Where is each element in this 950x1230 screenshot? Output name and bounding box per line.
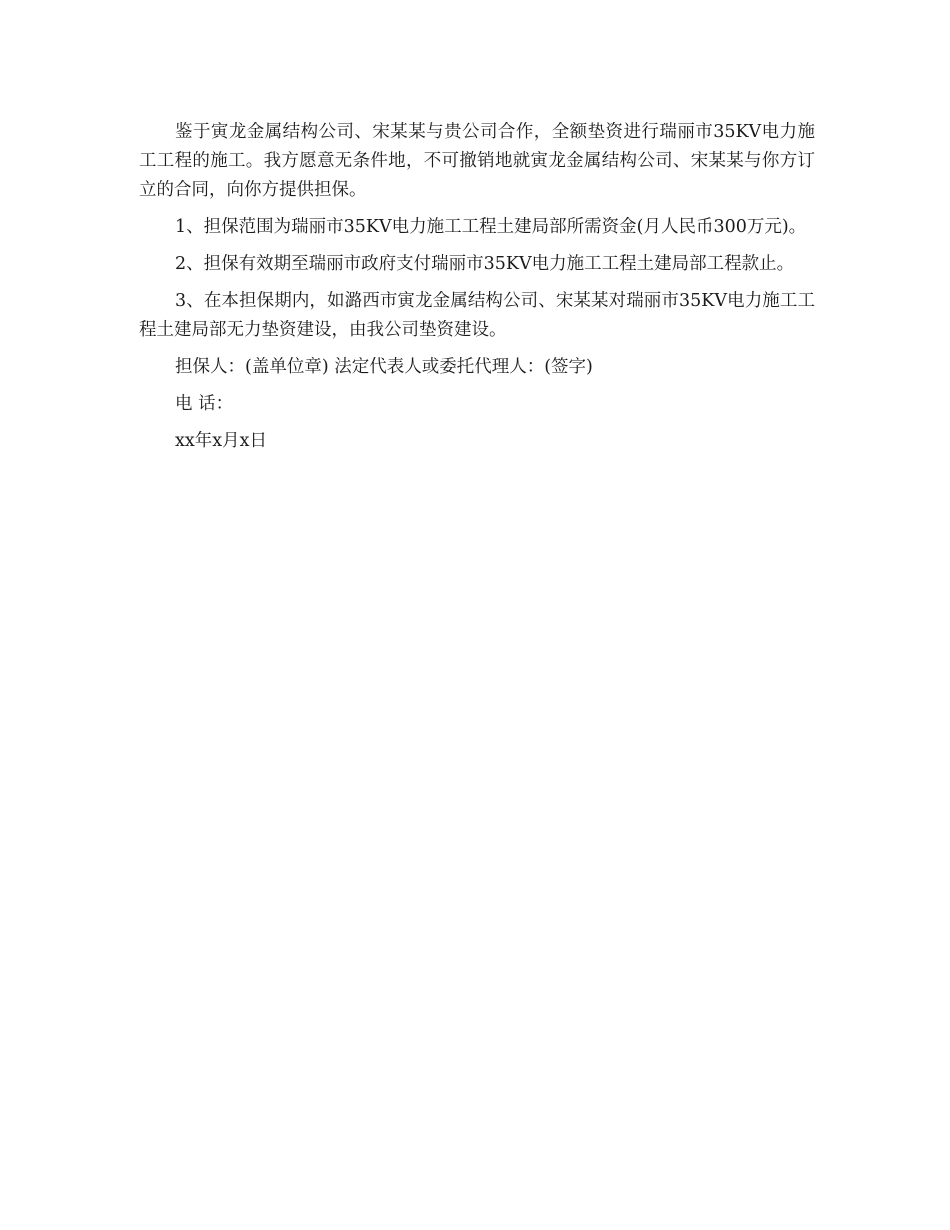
phone-line: 电 话： [175,394,234,414]
date-line: xx年x月x日 [175,431,267,451]
guarantor-signature-line: 担保人：(盖单位章) 法定代表人或委托代理人：(签字) [175,357,593,377]
guarantee-scope-clause: 1、担保范围为瑞丽市35KV电力施工工程土建局部所需资金(月人民币300万元)。 [175,217,807,237]
guarantee-intro-paragraph: 鉴于寅龙金属结构公司、宋某某与贵公司合作，全额垫资进行瑞丽市35KV电力施工工程的施工。我方愿意无条件地，不可撤销地就寅龙金属结构公司、宋某某与你方订立的合同，向你方提供担保。 [139,122,815,200]
guarantee-obligation-clause: 3、在本担保期内，如潞西市寅龙金属结构公司、宋某某对瑞丽市35KV电力施工工程土建局部无力垫资建设，由我公司垫资建设。 [139,291,815,340]
document-body [139,118,815,464]
guarantee-validity-clause: 2、担保有效期至瑞丽市政府支付瑞丽市35KV电力施工工程土建局部工程款止。 [175,254,795,274]
